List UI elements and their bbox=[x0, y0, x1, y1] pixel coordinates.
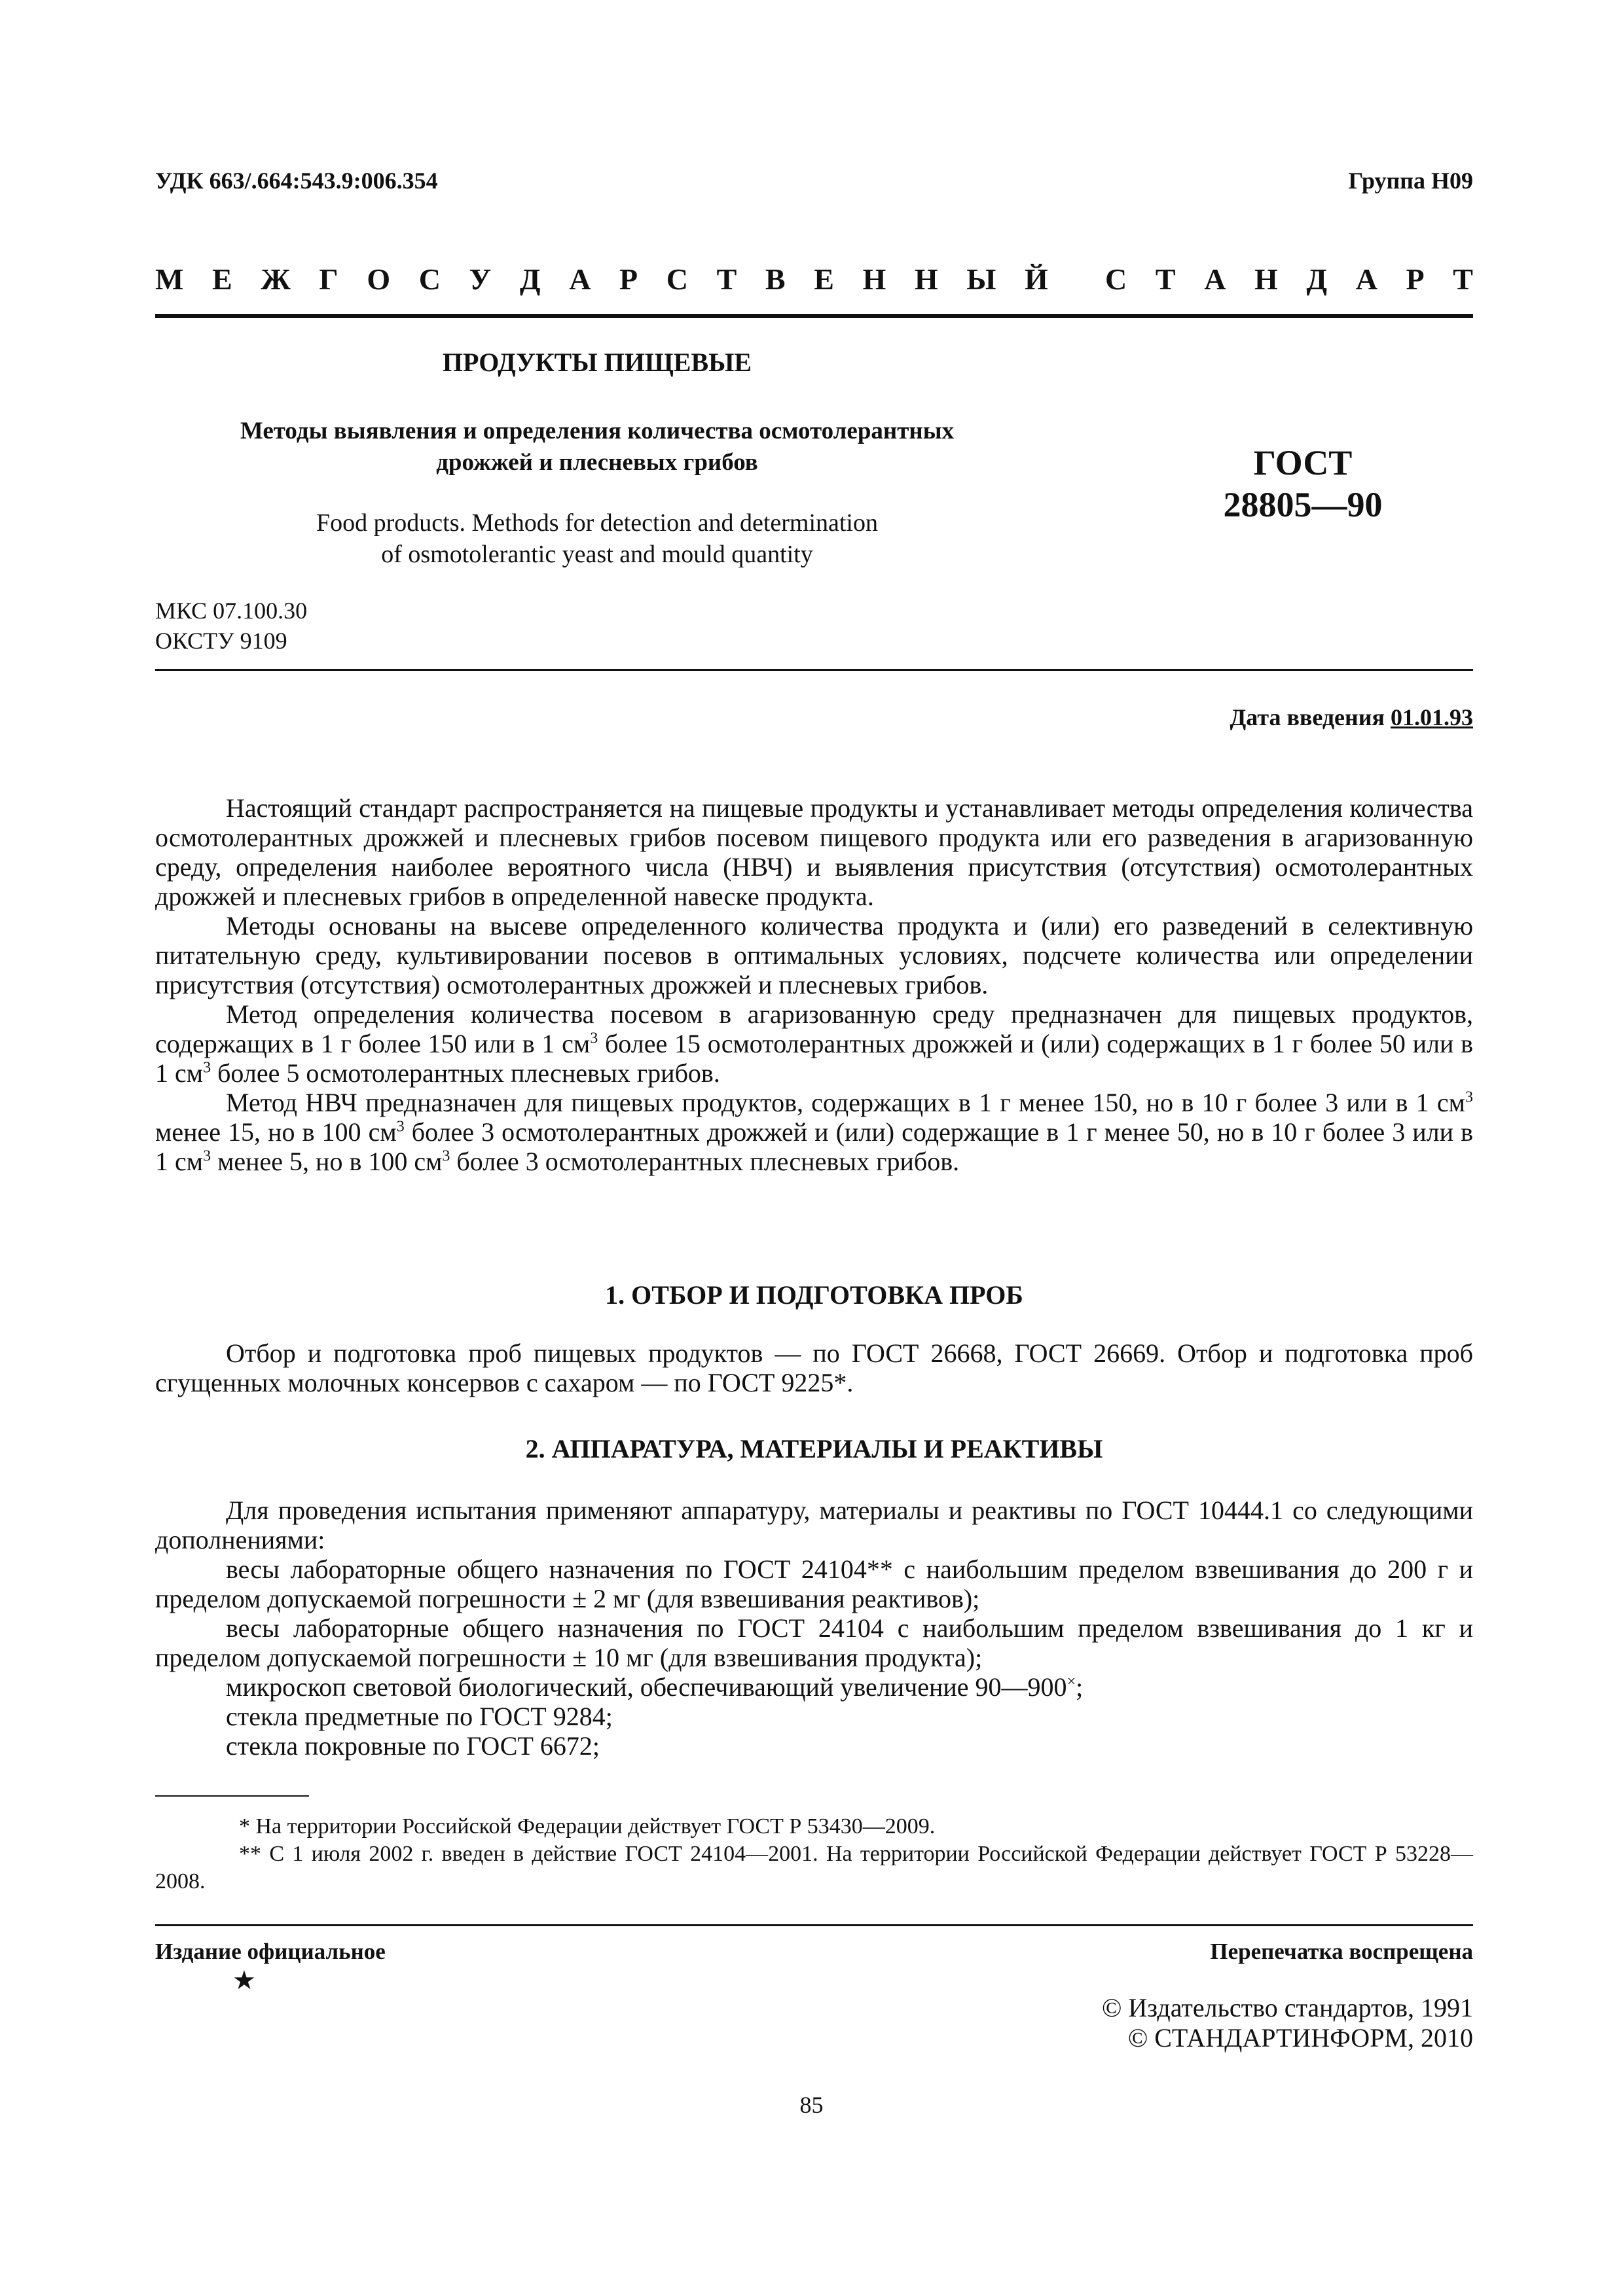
subtitle-line: дрожжей и плесневых грибов bbox=[436, 449, 758, 476]
copyright-line: © СТАНДАРТИНФОРМ, 2010 bbox=[1127, 2023, 1473, 2053]
gost-label: ГОСТ bbox=[1253, 443, 1353, 482]
date-label: Дата введения bbox=[1230, 704, 1385, 730]
heading-letter: Ж bbox=[261, 262, 291, 296]
copyright-line: © Издательство стандартов, 1991 bbox=[1101, 1993, 1473, 2022]
footnotes bbox=[155, 1813, 1473, 1895]
introduction-date bbox=[1230, 704, 1474, 731]
heading-letter: В bbox=[765, 262, 786, 296]
heading-letter: С bbox=[418, 262, 441, 296]
reprint-notice: Перепечатка воспрещена bbox=[1210, 1939, 1473, 1964]
heading-letter: Т bbox=[716, 262, 737, 296]
paragraph: стекла покровные по ГОСТ 6672; bbox=[226, 1731, 600, 1761]
paragraph: Настоящий стандарт распространяется на пищевые продукты и устанавливает методы определения количества осмотолерантных дрожжей и плесневых грибов посевом пищевого продукта или его разведения в агаризованную среду, определения наиболее вероятного числа (НВЧ) и выявления присутствия (отсутствия) осмотолерантных дрожжей и плесневых грибов в определенной навеске продукта. bbox=[155, 793, 1473, 911]
heading-letter: С bbox=[666, 262, 688, 296]
star-icon: ★ bbox=[232, 1965, 256, 1995]
document-subtitle bbox=[155, 416, 1039, 478]
heading-letter: Й bbox=[1025, 262, 1048, 296]
edition-label: Издание официальное bbox=[155, 1939, 386, 1964]
footnote: * На территории Российской Федерации действует ГОСТ Р 53430—2009. bbox=[239, 1814, 936, 1839]
heading-letter: А bbox=[569, 262, 591, 296]
page-number: 85 bbox=[799, 2092, 824, 2118]
date-value: 01.01.93 bbox=[1391, 704, 1473, 730]
heading-letter: У bbox=[469, 262, 492, 296]
okstu-code: ОКСТУ 9109 bbox=[155, 628, 287, 654]
heading-letter: Ы bbox=[966, 262, 996, 296]
paragraph: микроскоп световой биологический, обеспечивающий увеличение 90—900×; bbox=[226, 1672, 1084, 1702]
paragraph: Для проведения испытания применяют аппаратуру, материалы и реактивы по ГОСТ 10444.1 со следующими дополнениями: bbox=[155, 1496, 1473, 1554]
heading-letter: А bbox=[1204, 262, 1226, 296]
gost-designation: 28805—90 bbox=[1223, 485, 1383, 524]
heading-letter: Г bbox=[319, 262, 338, 296]
standard-type-heading bbox=[155, 262, 1473, 296]
copyright bbox=[1102, 1993, 1473, 2053]
english-title-line: of osmotolerantic yeast and mould quantity bbox=[381, 541, 813, 568]
paragraph: Методы основаны на высеве определенного количества продукта и (или) его разведений в селективную питательную среду, культивировании посевов в оптимальных условиях, подсчете количества или определении присутствия (отсутствия) осмотолерантных дрожжей и плесневых грибов. bbox=[155, 911, 1473, 999]
heading-letter: Т bbox=[1155, 262, 1176, 296]
classification-codes bbox=[155, 596, 307, 656]
section-1-text bbox=[155, 1338, 1473, 1397]
heading-letter: Д bbox=[1306, 262, 1328, 296]
heading-letter: Р bbox=[619, 262, 638, 296]
udk-code: УДК 663/.664:543.9:006.354 bbox=[155, 168, 438, 194]
heading-letter: Т bbox=[1453, 262, 1473, 296]
section-2-heading: 2. АППАРАТУРА, МАТЕРИАЛЫ И РЕАКТИВЫ bbox=[525, 1434, 1103, 1463]
heading-letter: Н bbox=[862, 262, 886, 296]
section-2-text bbox=[155, 1496, 1473, 1761]
paragraph: Метод НВЧ предназначен для пищевых продуктов, содержащих в 1 г менее 150, но в 10 г более 3 или в 1 $см^3$ менее 15, но в 100 $см^3$ более 3 осмотолерантных дрожжей и (или) содержащие в 1 г менее 50, но в 10 г более 3 или в 1 $см^3$ менее 5, но в 100 $см^3$ более 3 осмотолерантных плесневых грибов. bbox=[155, 1088, 1473, 1176]
footer-rule bbox=[155, 1924, 1473, 1926]
mks-code: МКС 07.100.30 bbox=[155, 598, 308, 624]
document-title: ПРОДУКТЫ ПИЩЕВЫЕ bbox=[442, 348, 752, 377]
gost-number bbox=[1165, 442, 1440, 526]
codes-rule bbox=[155, 669, 1473, 671]
subtitle-line: Методы выявления и определения количества осмотолерантных bbox=[240, 418, 955, 444]
english-title bbox=[155, 507, 1039, 570]
heading-letter: Н bbox=[1254, 262, 1278, 296]
section-1-heading: 1. ОТБОР И ПОДГОТОВКА ПРОБ bbox=[605, 1280, 1023, 1310]
paragraph: Отбор и подготовка проб пищевых продуктов — по ГОСТ 26668, ГОСТ 26669. Отбор и подготовка проб сгущенных молочных консервов с сахаром — по ГОСТ 9225*. bbox=[155, 1338, 1473, 1397]
paragraph: весы лабораторные общего назначения по ГОСТ 24104** с наибольшим пределом взвешивания до 200 г и пределом допускаемой погрешности ± 2 мг (для взвешивания реактивов); bbox=[155, 1554, 1473, 1613]
heading-letter: М bbox=[155, 262, 184, 296]
footnote-rule bbox=[155, 1795, 309, 1797]
heading-letter: Е bbox=[814, 262, 834, 296]
paragraph: стекла предметные по ГОСТ 9284; bbox=[226, 1702, 613, 1731]
heading-letter: Д bbox=[519, 262, 541, 296]
heading-letter: С bbox=[1105, 262, 1127, 296]
heading-letter: А bbox=[1355, 262, 1377, 296]
heading-letter: Е bbox=[212, 262, 232, 296]
intro-text bbox=[155, 793, 1473, 1176]
english-title-line: Food products. Methods for detection and determination bbox=[316, 509, 878, 537]
header-rule bbox=[155, 314, 1473, 318]
heading-letter: Р bbox=[1406, 262, 1425, 296]
heading-letter: Н bbox=[914, 262, 938, 296]
paragraph: весы лабораторные общего назначения по ГОСТ 24104 с наибольшим пределом взвешивания до 1 кг и пределом допускаемой погрешности ± 10 мг (для взвешивания продукта); bbox=[155, 1613, 1473, 1672]
paragraph: Метод определения количества посевом в агаризованную среду предназначен для пищевых продуктов, содержащих в 1 г более 150 или в 1 $см^3$ более 15 осмотолерантных дрожжей и (или) содержащих в 1 г более 50 или в 1 $см^3$ более 5 осмотолерантных плесневых грибов. bbox=[155, 999, 1473, 1088]
footnote: ** С 1 июля 2002 г. введен в действие ГОСТ 24104—2001. На территории Российской Федерации действует ГОСТ Р 53228—2008. bbox=[155, 1842, 1473, 1893]
group-code: Группа Н09 bbox=[1348, 168, 1473, 194]
heading-letter: О bbox=[367, 262, 391, 296]
